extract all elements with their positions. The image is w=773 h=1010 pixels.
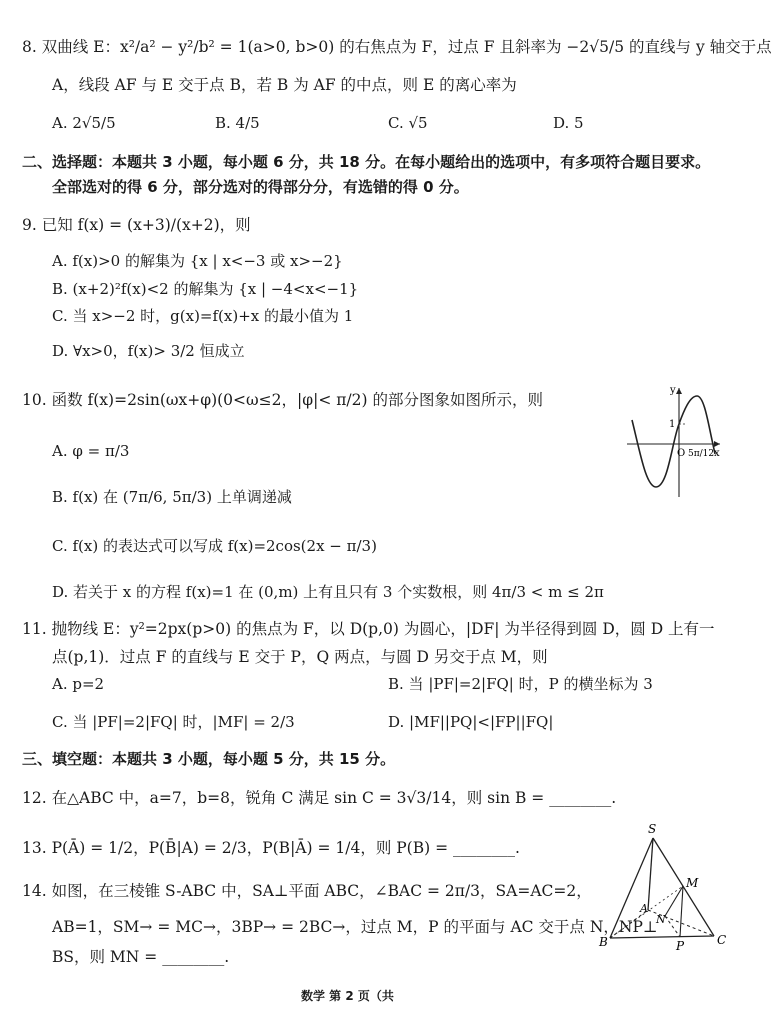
section2-note: 全部选对的得 6 分，部分选对的得部分分，有选错的得 0 分。 — [52, 178, 469, 196]
graph-origin-label: O — [677, 448, 686, 459]
q11-option-a: A. p=2 — [52, 675, 105, 693]
label-s: S — [648, 822, 657, 836]
label-a: A — [640, 902, 648, 915]
q11-option-b: B. 当 |PF|=2|FQ| 时，P 的横坐标为 3 — [388, 675, 653, 693]
q8-option-b: B. 4/5 — [215, 114, 260, 132]
label-p: P — [676, 939, 685, 953]
label-n: N — [656, 913, 666, 926]
q8-option-c: C. √5 — [388, 114, 428, 132]
q9-option-c: C. 当 x>−2 时，g(x)=f(x)+x 的最小值为 1 — [52, 307, 354, 325]
q11-option-d: D. |MF||PQ|<|FP||FQ| — [388, 713, 554, 731]
segment-nm — [665, 886, 683, 916]
graph-tick-label: 5π/12 — [688, 449, 715, 459]
edge-bc — [610, 936, 714, 938]
q14-line3: BS，则 MN = ________. — [52, 948, 230, 966]
q10-option-a: A. φ = π/3 — [52, 442, 130, 460]
q14-pyramid-figure — [594, 820, 734, 955]
q9-option-d: D. ∀x>0，f(x)> 3/2 恒成立 — [52, 342, 245, 360]
q8-line1: 8. 双曲线 E：x²/a² − y²/b² = 1(a>0, b>0) 的右焦点为 F，过点 F 且斜率为 −2√5/5 的直线与 y 轴交于点 — [22, 38, 772, 56]
q8-option-d: D. 5 — [553, 114, 584, 132]
q12-text: 12. 在△ABC 中，a=7，b=8，锐角 C 满足 sin C = 3√3/14，则 sin B = ________. — [22, 789, 617, 807]
graph-one-label: 1 — [669, 419, 676, 430]
section2-heading: 二、选择题：本题共 3 小题，每小题 6 分，共 18 分。在每小题给出的选项中，有多项符合题目要求。 — [22, 153, 711, 171]
q8-option-a: A. 2√5/5 — [52, 114, 116, 132]
label-m: M — [686, 876, 699, 890]
q11-option-c: C. 当 |PF|=2|FQ| 时，|MF| = 2/3 — [52, 713, 295, 731]
q10-sine-graph — [622, 382, 727, 500]
section3-heading: 三、填空题：本题共 3 小题，每小题 5 分，共 15 分。 — [22, 750, 396, 768]
page-footer: 数学 第 2 页（共 — [301, 989, 394, 1003]
x-axis-arrow — [714, 441, 720, 447]
q8-line2: A，线段 AF 与 E 交于点 B，若 B 为 AF 的中点，则 E 的离心率为 — [52, 76, 517, 94]
q11-line1: 11. 抛物线 E：y²=2px(p>0) 的焦点为 F，以 D(p,0) 为圆心，|DF| 为半径得到圆 D，圆 D 上有一 — [22, 620, 715, 638]
label-c: C — [717, 933, 727, 947]
sine-curve — [632, 396, 715, 487]
q10-option-d: D. 若关于 x 的方程 f(x)=1 在 (0,m) 上有且只有 3 个实数根，则 4π/3 < m ≤ 2π — [52, 583, 604, 601]
graph-y-label: y — [670, 385, 676, 396]
y-axis-arrow — [676, 388, 682, 394]
q14-line2: AB=1，SM→ = MC→，3BP→ = 2BC→，过点 M，P 的平面与 AC 交于点 N，NP⊥ — [52, 918, 658, 936]
graph-x-label: x — [714, 448, 720, 459]
segment-mp — [680, 886, 683, 937]
q10-option-b: B. f(x) 在 (7π/6, 5π/3) 上单调递减 — [52, 488, 292, 506]
q14-line1: 14. 如图，在三棱锥 S-ABC 中，SA⊥平面 ABC，∠BAC = 2π/3，SA=AC=2， — [22, 882, 592, 900]
q11-line2: 点(p,1)．过点 F 的直线与 E 交于 P，Q 两点，与圆 D 另交于点 M，则 — [52, 648, 548, 666]
label-b: B — [599, 935, 608, 949]
q13-text: 13. P(Ā) = 1/2，P(B̄|A) = 2/3，P(B|Ā) = 1/4，则 P(B) = ________. — [22, 839, 520, 857]
q9-option-a: A. f(x)>0 的解集为 {x | x<−3 或 x>−2} — [52, 252, 343, 270]
q10-option-c: C. f(x) 的表达式可以写成 f(x)=2cos(2x − π/3) — [52, 537, 377, 555]
q10-stem: 10. 函数 f(x)=2sin(ωx+φ)(0<ω≤2，|φ|< π/2) 的部分图象如图所示，则 — [22, 391, 543, 409]
q9-option-b: B. (x+2)²f(x)<2 的解集为 {x | −4<x<−1} — [52, 280, 359, 298]
q9-stem: 9. 已知 f(x) = (x+3)/(x+2)，则 — [22, 216, 251, 234]
